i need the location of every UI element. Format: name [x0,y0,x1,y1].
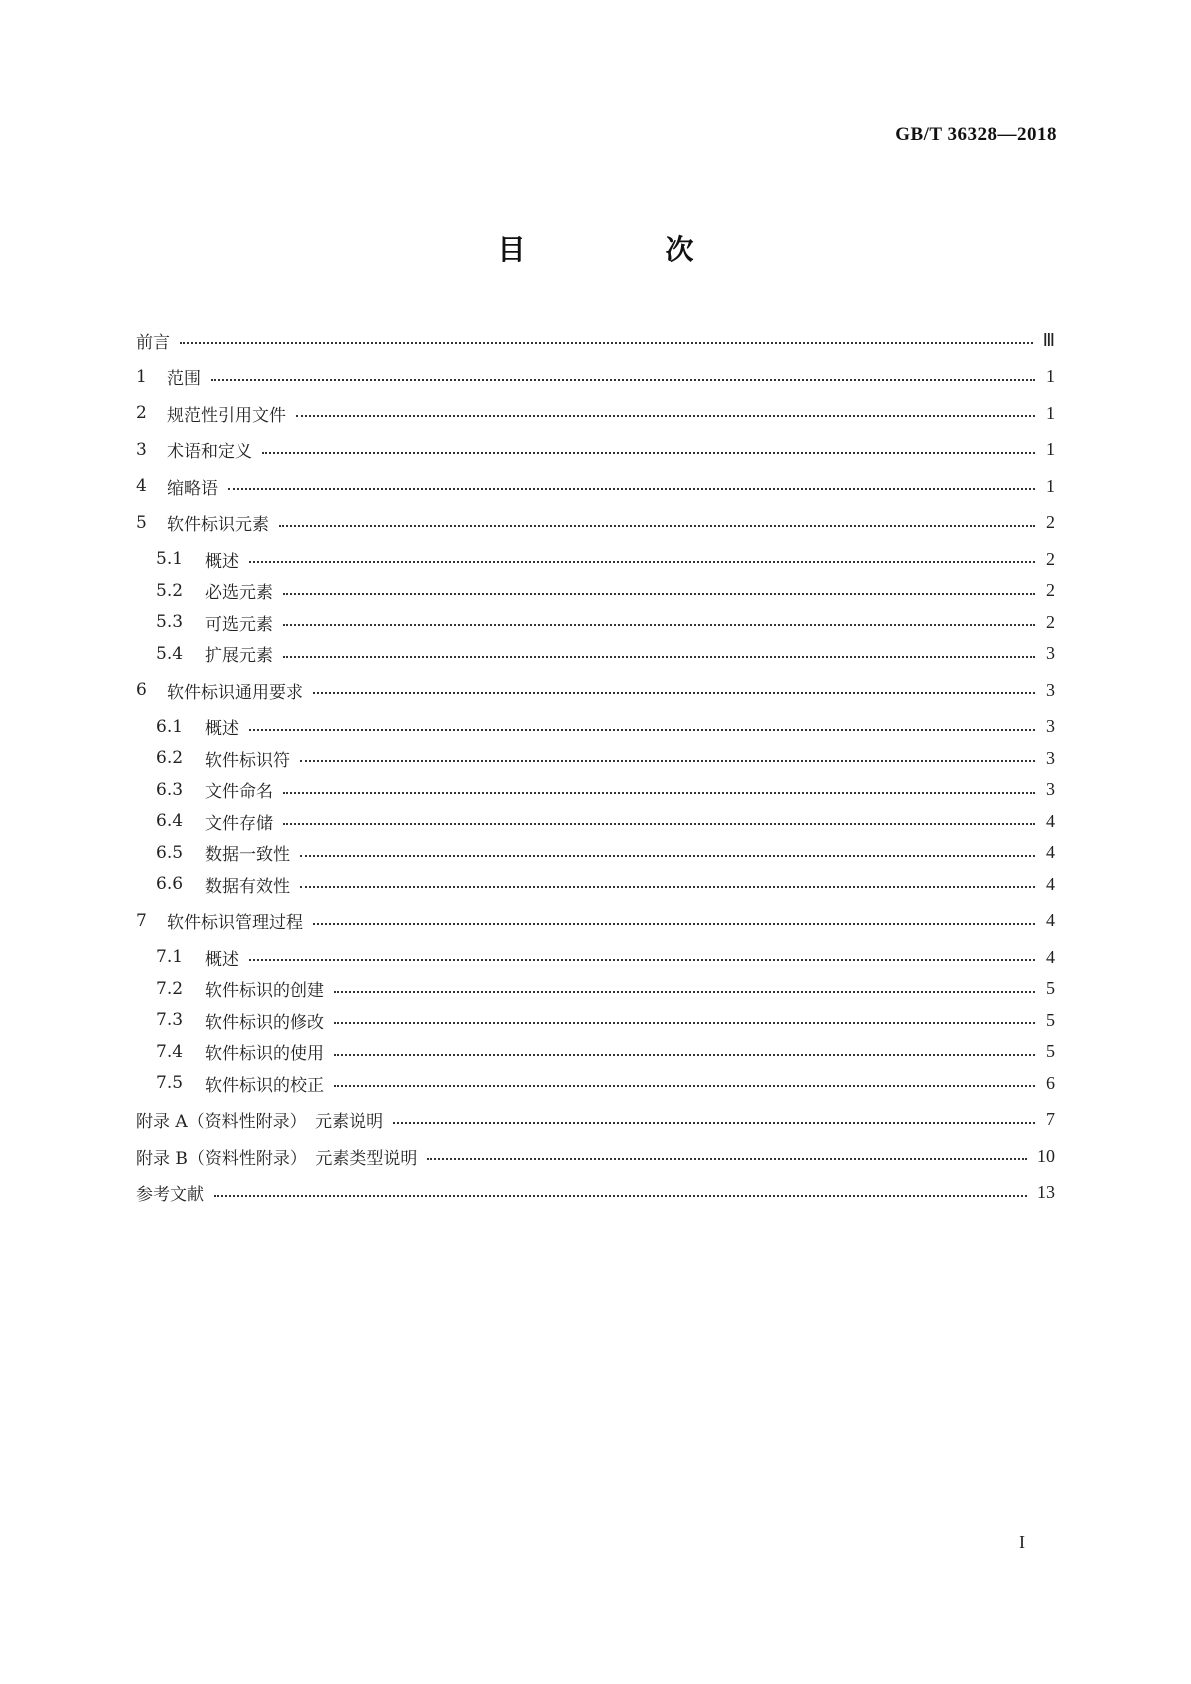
toc-entry[interactable] [136,909,1055,933]
toc-entry[interactable] [136,872,1055,896]
toc-entry-page: 1 [1046,366,1055,386]
toc-entry-label: 软件标识的校正 [205,1075,324,1096]
toc-entry-number: 7.3 [156,1010,184,1030]
toc-leader-dots [300,855,1035,857]
toc-entry-page: 2 [1046,512,1055,532]
toc-entry-number: 6.3 [156,779,184,800]
toc-entry-label: 前言 [136,332,170,353]
toc-entry-number: 7.1 [156,947,184,967]
toc-entry-label: 软件标识管理过程 [167,913,303,933]
toc-entry-label: 可选元素 [205,614,273,635]
toc-leader-dots [211,379,1035,381]
toc-entry-label: 数据一致性 [205,845,290,865]
toc-leader-dots [283,624,1035,626]
toc-entry[interactable] [136,715,1055,739]
toc-entry-page: 3 [1046,747,1055,768]
toc-entry[interactable] [136,1008,1055,1032]
toc-entry-label: 文件存储 [205,813,273,834]
toc-leader-dots [427,1158,1027,1160]
toc-entry-page: 13 [1037,1182,1055,1202]
toc-entry-number: 2 [136,403,147,423]
toc-entry-page: 2 [1046,611,1055,632]
toc-entry[interactable] [136,438,1055,462]
toc-entry-label: 文件命名 [205,782,273,802]
toc-entry-number: 7.2 [156,978,184,999]
toc-leader-dots [334,1085,1035,1087]
toc-entry-page: 1 [1046,475,1055,496]
toc-leader-dots [249,561,1035,563]
toc-entry-number: 7.5 [156,1073,184,1093]
toc-entry-number: 6.2 [156,748,184,768]
toc-entry-number: 5.1 [156,549,184,569]
toc-entry[interactable] [136,945,1055,969]
toc-leader-dots [180,342,1033,344]
toc-entry-number: 5 [136,512,147,533]
toc-leader-dots [279,525,1035,527]
toc-leader-dots [249,729,1035,731]
toc-leader-dots [262,452,1035,454]
toc-entry-page: 3 [1046,779,1055,799]
toc-leader-dots [334,991,1035,993]
toc-entry-number: 1 [136,366,147,387]
toc-entry-label: 数据有效性 [205,876,290,897]
toc-entry-page: 3 [1046,679,1055,700]
toc-entry-page: 2 [1046,580,1055,600]
toc-entry-label: 范围 [167,369,201,389]
toc-entry-label: 软件标识元素 [167,515,269,535]
toc-leader-dots [393,1122,1035,1124]
toc-entry[interactable] [136,610,1055,634]
toc-entry-label: 术语和定义 [167,442,252,462]
toc-entry-label: 必选元素 [205,583,273,603]
standard-number: GB/T 36328—2018 [895,124,1057,145]
toc-entry-number: 6.4 [156,811,184,831]
toc-entry[interactable] [136,977,1055,1001]
toc-entry-page: 2 [1046,548,1055,569]
toc-entry-number: 4 [136,476,147,496]
toc-entry[interactable] [136,809,1055,833]
toc-leader-dots [334,1054,1035,1056]
toc-leader-dots [283,823,1035,825]
toc-entry-page: 10 [1037,1145,1055,1166]
toc-leader-dots [283,656,1035,658]
toc-entry-number: 6 [136,680,147,700]
toc-entry-number: 6.5 [156,842,184,863]
toc-entry[interactable] [136,1181,1055,1205]
toc-entry[interactable] [136,401,1055,425]
toc-entry-page: 1 [1046,402,1055,423]
toc-entry-label: 附录 A（资料性附录） 元素说明 [136,1112,384,1132]
toc-entry[interactable] [136,678,1055,702]
toc-leader-dots [296,415,1035,417]
toc-entry-label: 参考文献 [136,1185,204,1205]
toc-entry-number: 5.3 [156,612,184,632]
toc-leader-dots [283,593,1035,595]
page-number: I [1019,1532,1025,1552]
toc-entry-number: 5.4 [156,643,184,664]
toc-entry-page: 3 [1046,643,1055,663]
toc-entry-label: 附录 B（资料性附录） 元素类型说明 [136,1148,418,1169]
toc-entry[interactable] [136,547,1055,571]
toc-leader-dots [283,792,1035,794]
toc-entry[interactable] [136,328,1055,352]
toc-entry[interactable] [136,746,1055,770]
toc-entry-label: 软件标识通用要求 [167,682,303,703]
toc-entry-page: 4 [1046,946,1055,967]
toc-entry-number: 3 [136,439,147,460]
toc-entry-page: 6 [1046,1072,1055,1093]
toc-entry-label: 软件标识的使用 [205,1044,324,1064]
toc-entry-label: 扩展元素 [205,646,273,666]
toc-entry-label: 概述 [205,551,239,572]
toc-entry-page: 3 [1046,716,1055,736]
toc-entry-number: 6.6 [156,874,184,894]
toc-entry[interactable] [136,841,1055,865]
toc-entry[interactable] [136,1040,1055,1064]
toc-entry[interactable] [136,1071,1055,1095]
toc-entry[interactable] [136,365,1055,389]
toc-leader-dots [214,1195,1027,1197]
toc-entry-label: 规范性引用文件 [167,405,286,426]
toc-entry-label: 软件标识符 [205,750,290,771]
toc-entry[interactable] [136,511,1055,535]
toc-entry[interactable] [136,778,1055,802]
toc-entry-page: 5 [1046,1009,1055,1030]
toc-entry-number: 7.4 [156,1041,184,1062]
toc-entry-page: 4 [1046,910,1055,930]
toc-entry[interactable] [136,1108,1055,1132]
toc-entry-page: 5 [1046,978,1055,998]
toc-entry-page: 1 [1046,439,1055,459]
toc-entry-page: 4 [1046,810,1055,831]
toc-entry-page: 4 [1046,842,1055,862]
toc-entry-page: 5 [1046,1041,1055,1061]
toc-leader-dots [228,488,1035,490]
toc-entry-page: Ⅲ [1042,329,1055,350]
toc-entry[interactable] [136,579,1055,603]
toc-leader-dots [313,923,1035,925]
toc-entry-label: 概述 [205,719,239,739]
toc-leader-dots [249,959,1035,961]
toc-entry-label: 软件标识的修改 [205,1012,324,1033]
toc-entry[interactable] [136,642,1055,666]
toc-entry-number: 6.1 [156,716,184,737]
toc-entry-page: 7 [1046,1109,1055,1129]
toc-entry[interactable] [136,1144,1055,1168]
toc-leader-dots [334,1022,1035,1024]
toc-entry-number: 5.2 [156,580,184,601]
toc-entry-label: 软件标识的创建 [205,981,324,1001]
toc-entry-number: 7 [136,910,147,931]
toc-entry-page: 4 [1046,873,1055,894]
toc-entry-label: 缩略语 [167,478,218,499]
toc-entry-label: 概述 [205,949,239,970]
toc-leader-dots [300,760,1035,762]
toc-leader-dots [313,692,1035,694]
toc-entry[interactable] [136,474,1055,498]
toc-leader-dots [300,886,1035,888]
page-title: 目 次 [497,233,750,266]
